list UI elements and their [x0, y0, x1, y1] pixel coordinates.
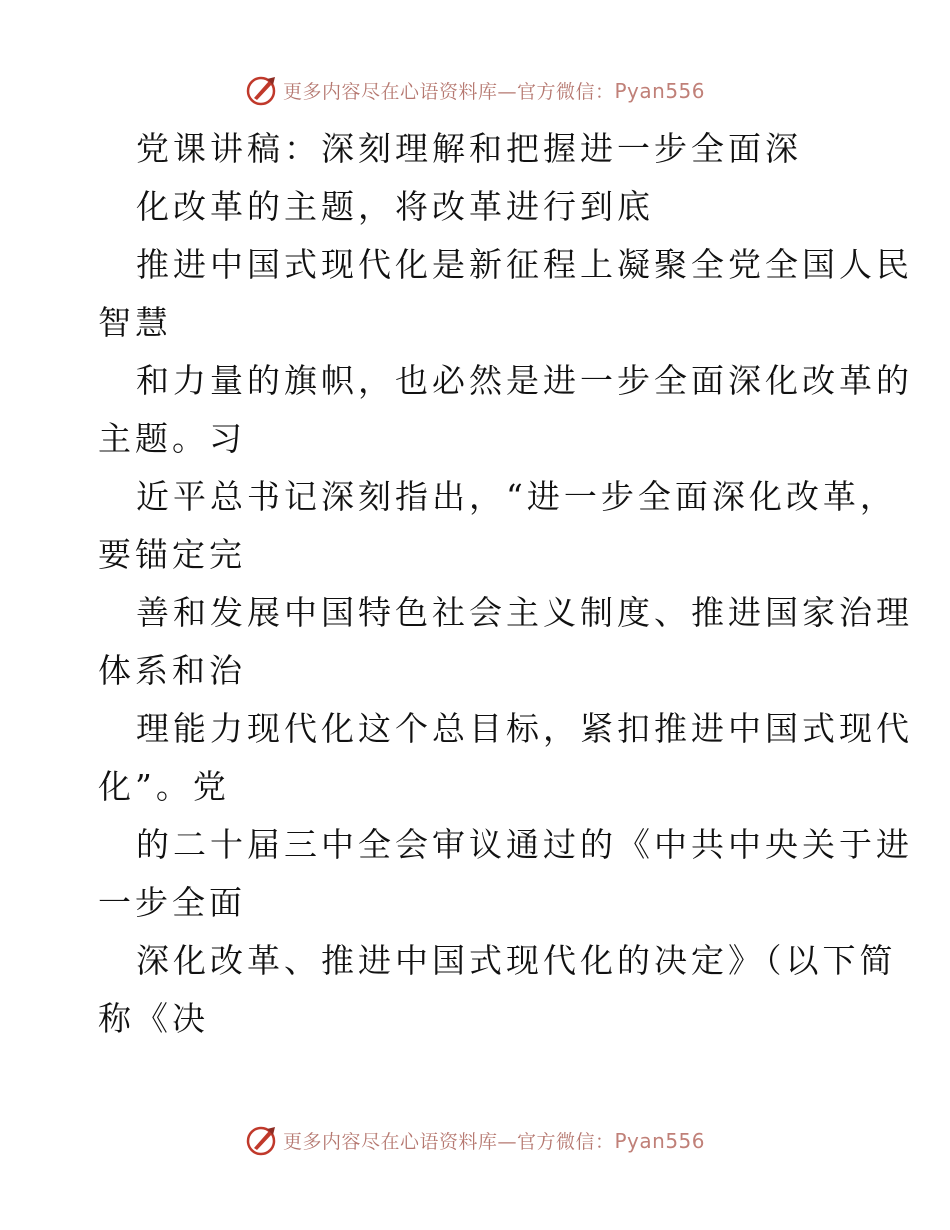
watermark-text: 更多内容尽在心语资料库—官方微信：Pyan556 [282, 78, 706, 103]
quill-logo-icon [245, 1123, 279, 1157]
paragraph-line: 主题。习 [98, 419, 246, 458]
header-watermark [0, 70, 950, 110]
paragraph-line: 推进中国式现代化是新征程上凝聚全党全国人民 [136, 245, 913, 284]
paragraph-line: 体系和治 [98, 651, 246, 690]
paragraph-line: 近平总书记深刻指出，“进一步全面深化改革， [136, 477, 897, 516]
paragraph-line: 理能力现代化这个总目标，紧扣推进中国式现代 [136, 709, 913, 748]
watermark-text: 更多内容尽在心语资料库—官方微信：Pyan556 [282, 1128, 706, 1153]
watermark-account: Pyan556 [614, 1128, 706, 1153]
title-line-2: 化改革的主题，将改革进行到底 [136, 187, 654, 226]
paragraph-line: 深化改革、推进中国式现代化的决定》（以下简 [136, 941, 897, 980]
paragraph-line: 和力量的旗帜，也必然是进一步全面深化改革的 [136, 361, 913, 400]
paragraph-line: 化”。党 [98, 767, 230, 806]
paragraph-line: 一步全面 [98, 883, 246, 922]
footer-watermark [0, 1120, 950, 1160]
watermark-account: Pyan556 [614, 78, 706, 103]
document-body [98, 120, 913, 1048]
paragraph-line: 称《决 [98, 999, 209, 1038]
title-line-1: 党课讲稿：深刻理解和把握进一步全面深 [136, 129, 802, 168]
quill-logo-icon [245, 73, 279, 107]
paragraph-line: 要锚定完 [98, 535, 246, 574]
paragraph-line: 智慧 [98, 303, 172, 342]
paragraph-line: 的二十届三中全会审议通过的《中共中央关于进 [136, 825, 913, 864]
paragraph-line: 善和发展中国特色社会主义制度、推进国家治理 [136, 593, 913, 632]
